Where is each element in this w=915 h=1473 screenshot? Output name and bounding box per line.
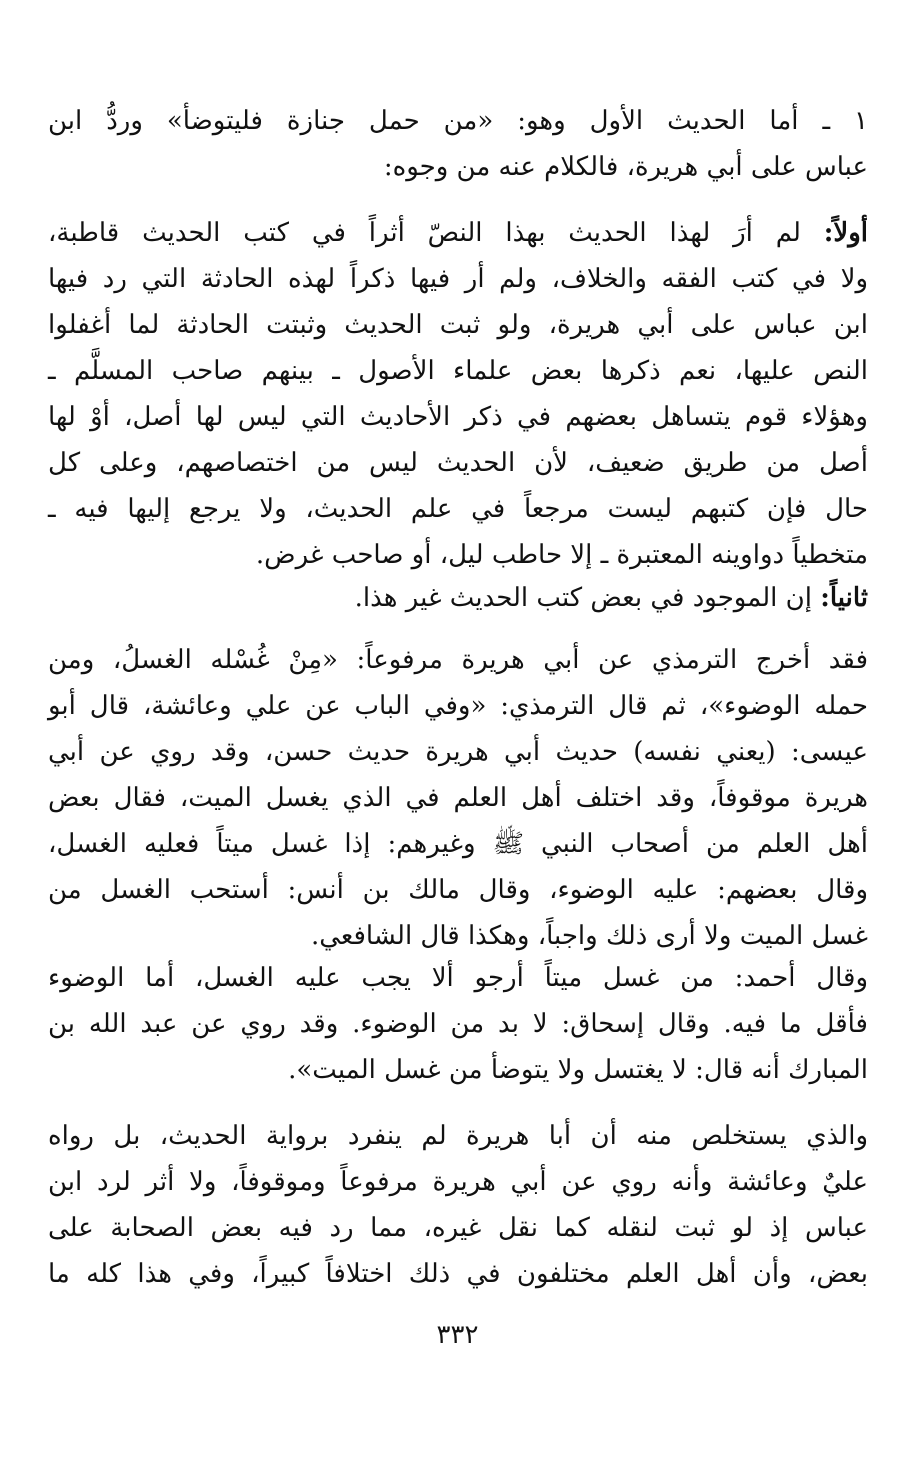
- paragraph-5: [48, 955, 868, 1093]
- paragraph-lead: أولاً:: [823, 218, 868, 248]
- paragraph-line: ولا في كتب الفقه والخلاف، ولم أر فيها ذكراً لهذه الحادثة التي رد فيها: [48, 264, 868, 294]
- paragraph-3: [48, 575, 868, 621]
- paragraph-line: أصل من طريق ضعيف، لأن الحديث ليس من اختصاصهم، وعلى كل: [48, 448, 868, 478]
- paragraph-line: هريرة موقوفاً، وقد اختلف أهل العلم في الذي يغسل الميت، فقال بعض: [48, 783, 868, 813]
- paragraph-line: والذي يستخلص منه أن أبا هريرة لم ينفرد برواية الحديث، بل رواه: [48, 1121, 868, 1151]
- paragraph-line: وهؤلاء قوم يتساهل بعضهم في ذكر الأحاديث التي ليس لها أصل، أوْ لها: [48, 402, 868, 432]
- paragraph-line: غسل الميت ولا أرى ذلك واجباً، وهكذا قال الشافعي.: [311, 921, 868, 951]
- paragraph-line: عليٌ وعائشة وأنه روي عن أبي هريرة مرفوعاً وموقوفاً، ولا أثر لرد ابن: [48, 1167, 868, 1197]
- paragraph-line: وقال بعضهم: عليه الوضوء، وقال مالك بن أنس: أستحب الغسل من: [48, 875, 868, 905]
- paragraph-4: [48, 637, 868, 959]
- paragraph-line: عيسى: (يعني نفسه) حديث أبي هريرة حديث حسن، وقد روي عن أبي: [48, 737, 868, 767]
- paragraph-line: ابن عباس على أبي هريرة، ولو ثبت الحديث وثبتت الحادثة لما أغفلوا: [48, 310, 868, 340]
- paragraph-line: [48, 575, 868, 621]
- paragraph-line: وقال أحمد: من غسل ميتاً أرجو ألا يجب عليه الغسل، أما الوضوء: [48, 963, 868, 993]
- paragraph-line: أهل العلم من أصحاب النبي ﷺ وغيرهم: إذا غسل ميتاً فعليه الغسل،: [48, 829, 868, 859]
- paragraph-line-text: لم أرَ لهذا الحديث بهذا النصّ أثراً في كتب الحديث قاطبة،: [48, 218, 824, 248]
- paragraph-line: [48, 210, 868, 256]
- paragraph-line-text: إن الموجود في بعض كتب الحديث غير هذا.: [354, 583, 821, 613]
- paragraph-2: [48, 210, 868, 578]
- paragraph-line: حمله الوضوء»، ثم قال الترمذي: «وفي الباب عن علي وعائشة، قال أبو: [48, 691, 868, 721]
- paragraph-line: فأقل ما فيه. وقال إسحاق: لا بد من الوضوء. وقد روي عن عبد الله بن: [48, 1009, 868, 1039]
- paragraph-line: النص عليها، نعم ذكرها بعض علماء الأصول ـ بينهم صاحب المسلَّم ـ: [48, 356, 868, 386]
- paragraph-line: متخطياً دواوينه المعتبرة ـ إلا حاطب ليل، أو صاحب غرض.: [255, 540, 868, 570]
- paragraph-line: عباس على أبي هريرة، فالكلام عنه من وجوه:: [383, 152, 868, 182]
- page-number: ٣٣٢: [436, 1320, 479, 1350]
- paragraph-line: عباس إذ لو ثبت لنقله كما نقل غيره، مما رد فيه بعض الصحابة على: [48, 1213, 868, 1243]
- paragraph-6: [48, 1113, 868, 1297]
- paragraph-line: فقد أخرج الترمذي عن أبي هريرة مرفوعاً: «مِنْ غُسْله الغسلُ، ومن: [48, 645, 868, 675]
- paragraph-line: المبارك أنه قال: لا يغتسل ولا يتوضأ من غسل الميت».: [288, 1055, 868, 1085]
- paragraph-1: [48, 98, 868, 190]
- paragraph-line: ١ ـ أما الحديث الأول وهو: «من حمل جنازة فليتوضأ» وردُّ ابن: [48, 106, 868, 136]
- paragraph-line: بعض، وأن أهل العلم مختلفون في ذلك اختلافاً كبيراً، وفي هذا كله ما: [48, 1259, 868, 1289]
- paragraph-line: حال فإن كتبهم ليست مرجعاً في علم الحديث، ولا يرجع إليها فيه ـ: [48, 494, 868, 524]
- paragraph-lead: ثانياً:: [820, 583, 868, 613]
